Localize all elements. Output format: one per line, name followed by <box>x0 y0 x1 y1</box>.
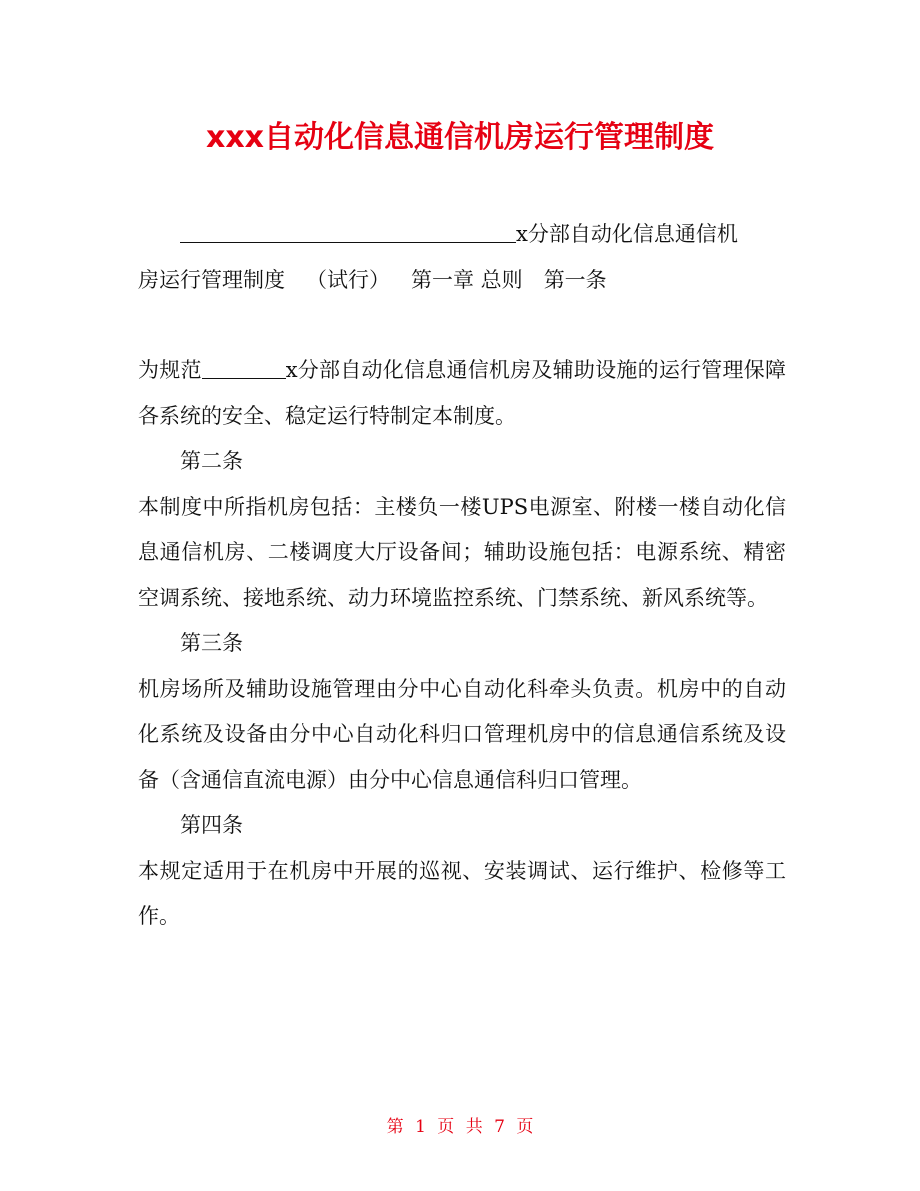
fill-in-blank <box>180 221 516 243</box>
blank-line <box>138 303 786 348</box>
intro-line1: x分部自动化信息通信机 <box>516 222 738 246</box>
page-number-footer: 第 1 页 共 7 页 <box>386 1117 534 1137</box>
chapter-heading: 第一章 总则 <box>411 267 523 292</box>
fill-in-blank <box>202 357 286 379</box>
document-title: xxx自动化信息通信机房运行管理制度 <box>205 120 715 155</box>
article1-paragraph <box>138 348 786 439</box>
trial-label: （试行） <box>306 267 390 292</box>
document-body <box>138 212 786 940</box>
article2-text: 本制度中所指机房包括：主楼负一楼UPS电源室、附楼一楼自动化信息通信机房、二楼调度大厅设备间；辅助设施包括：电源系统、精密空调系统、接地系统、动力环境监控系统、门禁系统、新风系统等。 <box>138 494 786 610</box>
article1-prefix: 为规范 <box>138 358 202 382</box>
article4-heading: 第四条 <box>180 813 243 837</box>
article2-heading: 第二条 <box>180 449 243 473</box>
article1-heading: 第一条 <box>543 267 607 292</box>
article1-text: x分部自动化信息通信机房及辅助设施的运行管理保障各系统的安全、稳定运行特制定本制度。 <box>138 358 787 428</box>
article4-text: 本规定适用于在机房中开展的巡视、安装调试、运行维护、检修等工作。 <box>138 858 786 928</box>
article3-text: 机房场所及辅助设施管理由分中心自动化科牵头负责。机房中的自动化系统及设备由分中心自动化科归口管理机房中的信息通信系统及设备（含通信直流电源）由分中心信息通信科归口管理。 <box>138 676 786 792</box>
intro-paragraph <box>138 212 786 303</box>
article3-heading: 第三条 <box>180 631 243 655</box>
intro-line2: 房运行管理制度 <box>138 267 285 292</box>
